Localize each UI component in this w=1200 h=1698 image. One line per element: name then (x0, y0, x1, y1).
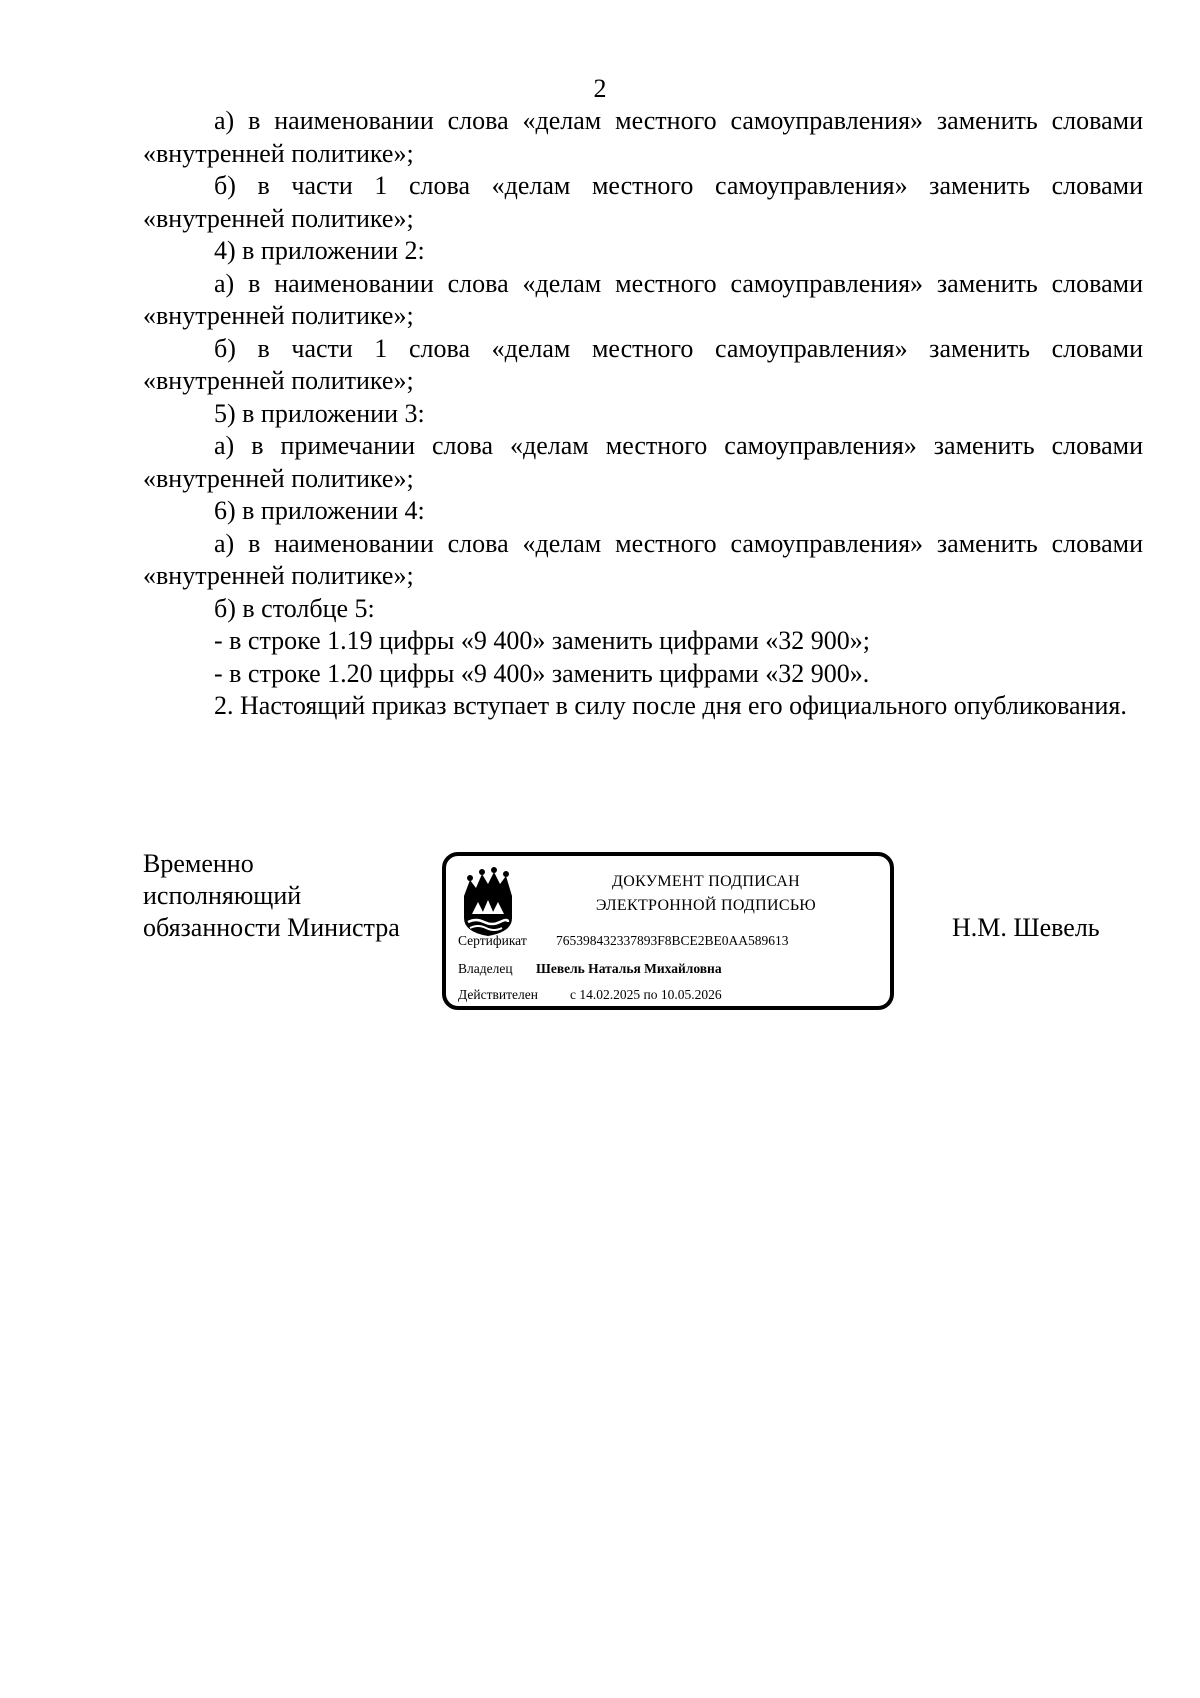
document-body (143, 105, 1143, 723)
paragraph: 2. Настоящий приказ вступает в силу после дня его официального опубликования. (214, 691, 1127, 720)
stamp-owner-row (458, 960, 722, 978)
paragraph: 6) в приложении 4: (214, 496, 425, 525)
signer-position (143, 848, 400, 944)
signer-position-line: Временно (143, 849, 254, 878)
owner-label: Владелец (458, 961, 513, 976)
stamp-title (536, 870, 876, 918)
paragraph: 5) в приложении 3: (214, 398, 425, 428)
electronic-signature-stamp (442, 852, 894, 1010)
paragraph: - в строке 1.19 цифры «9 400» заменить цифрами «32 900»; (214, 626, 870, 655)
paragraph: а) в наименовании слова «делам местного самоуправления» заменить словами «внутренней политике»; (143, 268, 1143, 330)
paragraph: б) в части 1 слова «делам местного самоуправления» заменить словами «внутренней политике»; (143, 333, 1143, 395)
signer-position-line: обязанности Министра (143, 913, 400, 942)
paragraph: 4) в приложении 2: (214, 236, 425, 265)
validity-label: Действителен (458, 987, 538, 1002)
certificate-label: Сертификат (458, 933, 527, 948)
certificate-value: 765398432337893F8BCE2BE0AA589613 (556, 933, 789, 948)
paragraph: а) в примечании слова «делам местного самоуправления» заменить словами «внутренней политике»; (143, 431, 1143, 493)
stamp-certificate-row (458, 932, 789, 950)
stamp-title-line: ЭЛЕКТРОННОЙ ПОДПИСЬЮ (595, 897, 817, 914)
paragraph: б) в столбце 5: (214, 593, 375, 623)
regional-coat-of-arms-icon (458, 866, 518, 938)
paragraph: а) в наименовании слова «делам местного самоуправления» заменить словами «внутренней политике»; (143, 528, 1143, 590)
paragraph: - в строке 1.20 цифры «9 400» заменить цифрами «32 900». (214, 658, 870, 688)
paragraph: а) в наименовании слова «делам местного самоуправления» заменить словами «внутренней политике»; (143, 106, 1143, 168)
paragraph: б) в части 1 слова «делам местного самоуправления» заменить словами «внутренней политике»; (143, 171, 1143, 233)
owner-value: Шевель Наталья Михайловна (536, 961, 722, 976)
page-number: 2 (593, 74, 607, 103)
stamp-validity-row (458, 986, 722, 1004)
signer-position-line: исполняющий (143, 881, 302, 910)
validity-value: с 14.02.2025 по 10.05.2026 (570, 987, 722, 1002)
stamp-title-line: ДОКУМЕНТ ПОДПИСАН (612, 873, 800, 890)
signer-name: Н.М. Шевель (952, 913, 1100, 942)
